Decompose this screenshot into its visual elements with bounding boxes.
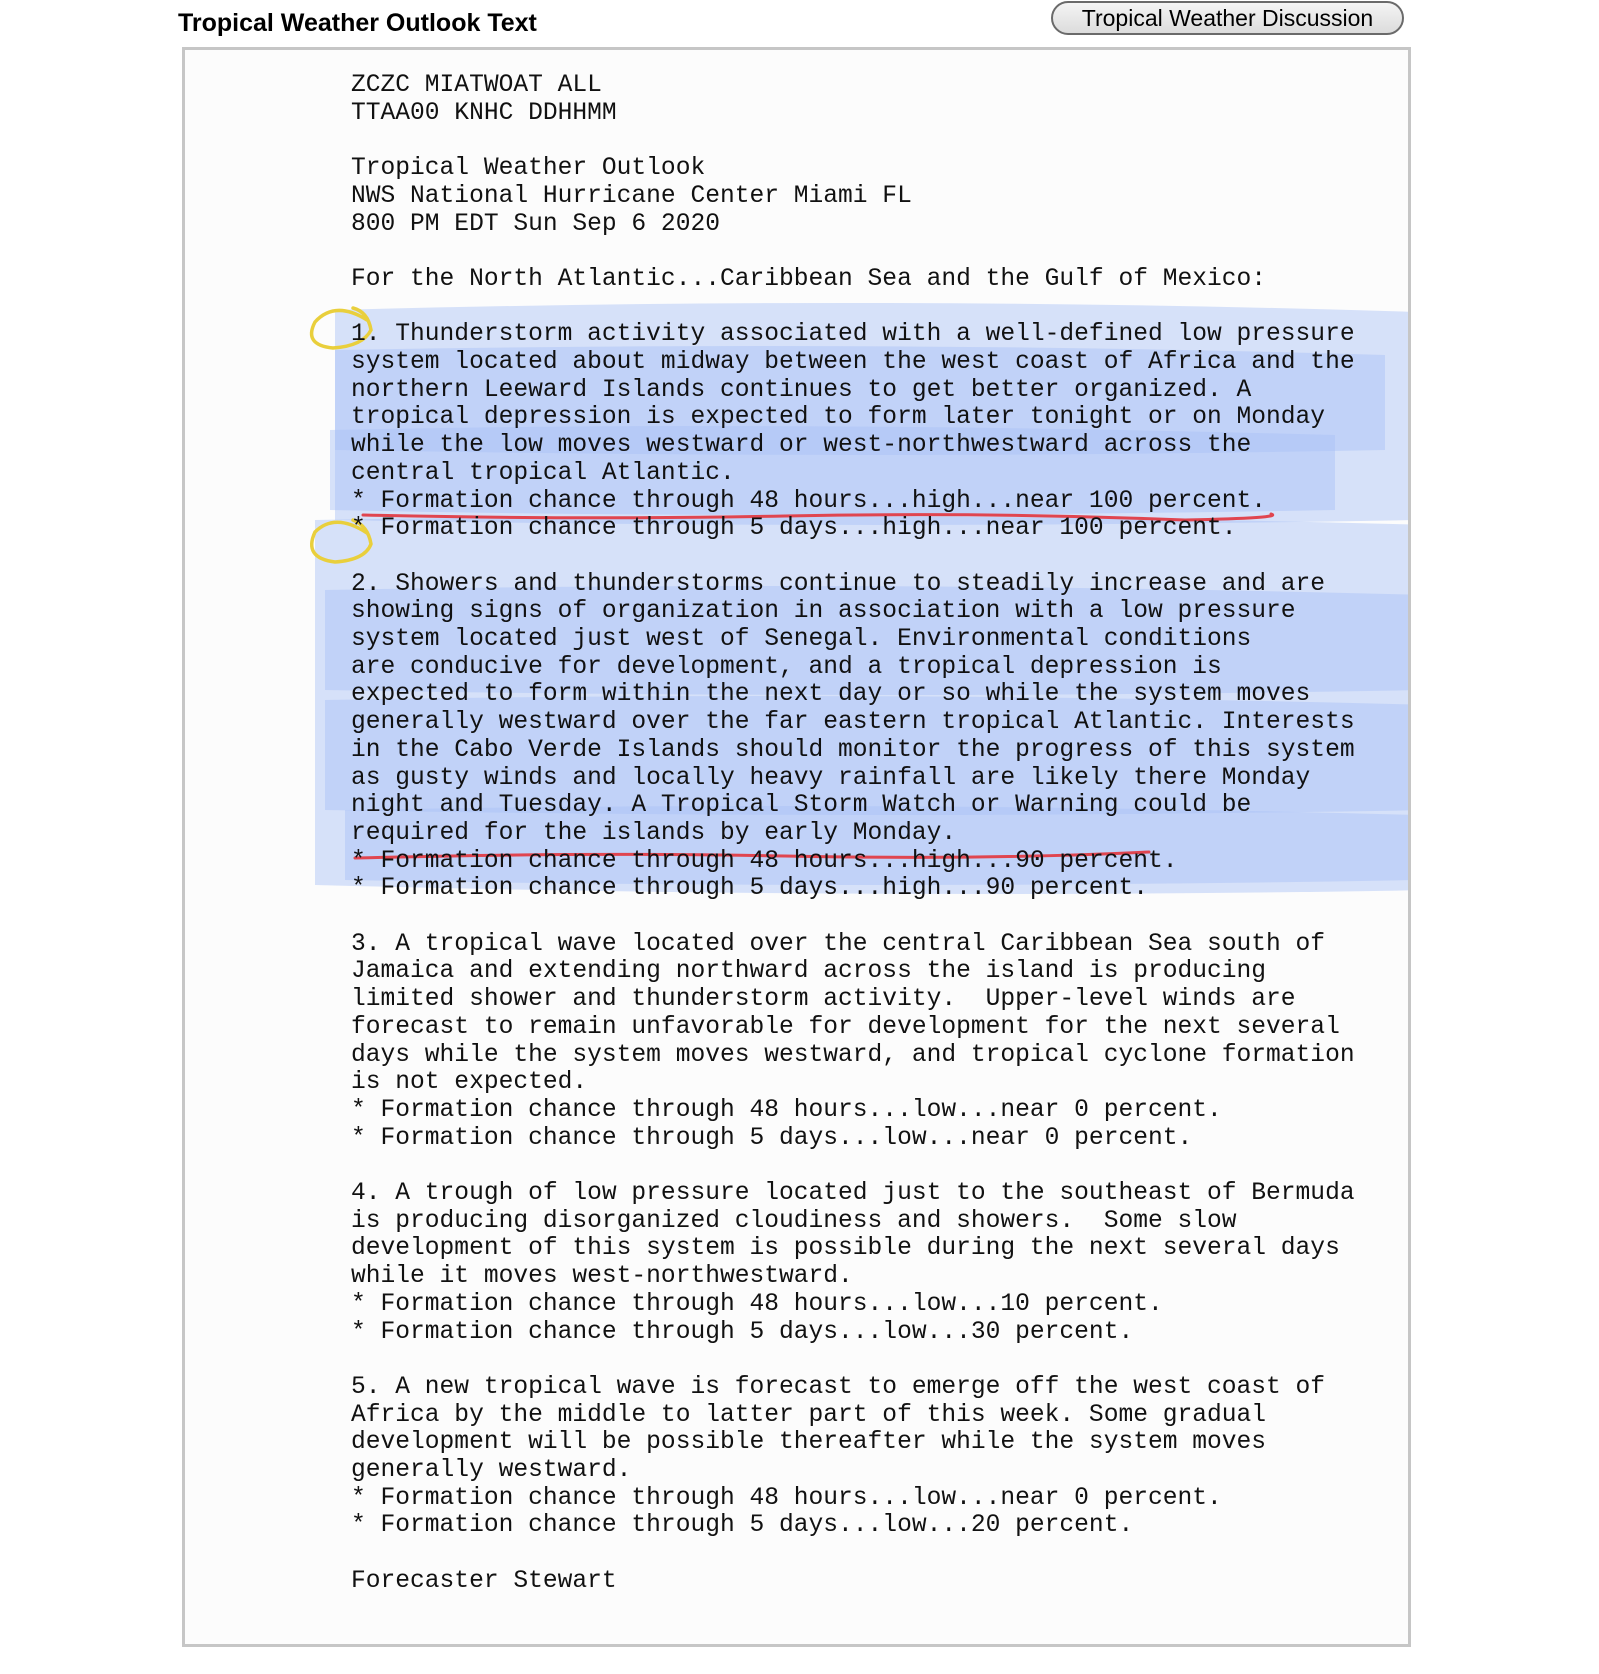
text-line: * Formation chance through 5 days...low...30 percent. [351,1318,1134,1346]
text-line: * Formation chance through 48 hours...low...near 0 percent. [351,1484,1222,1512]
text-line: in the Cabo Verde Islands should monitor the progress of this system [351,736,1355,764]
text-line: limited shower and thunderstorm activity. Upper-level winds are [351,986,1296,1014]
text-line: showing signs of organization in association with a low pressure [351,598,1296,626]
text-line: are conducive for development, and a tropical depression is [351,653,1222,681]
text-line: 3. A tropical wave located over the central Caribbean Sea south of [351,930,1326,958]
text-line [351,903,1355,931]
text-line: central tropical Atlantic. [351,459,735,487]
text-line: * Formation chance through 48 hours...low...near 0 percent. [351,1096,1222,1124]
page-title: Tropical Weather Outlook Text [178,9,537,37]
text-line: Forecaster Stewart [351,1567,617,1595]
text-line: night and Tuesday. A Tropical Storm Watch or Warning could be [351,792,1252,820]
text-line: * Formation chance through 48 hours...low...10 percent. [351,1290,1163,1318]
text-line: as gusty winds and locally heavy rainfall are likely there Monday [351,764,1311,792]
text-line [351,1152,1355,1180]
text-line: while it moves west-northwestward. [351,1263,853,1291]
tropical-weather-discussion-button[interactable]: Tropical Weather Discussion [1051,1,1404,35]
text-line [351,543,1355,571]
text-line: Africa by the middle to latter part of this week. Some gradual [351,1401,1267,1429]
text-line: NWS National Hurricane Center Miami FL [351,182,912,210]
text-line: 5. A new tropical wave is forecast to emerge off the west coast of [351,1373,1326,1401]
text-line: Jamaica and extending northward across the island is producing [351,958,1267,986]
text-line: For the North Atlantic...Caribbean Sea and the Gulf of Mexico: [351,265,1267,293]
outlook-text-box [182,47,1411,1647]
text-line: required for the islands by early Monday. [351,819,957,847]
text-line: system located about midway between the west coast of Africa and the [351,348,1355,376]
text-line: generally westward over the far eastern tropical Atlantic. Interests [351,709,1355,737]
text-line [351,1540,1355,1568]
text-line: * Formation chance through 5 days...low...20 percent. [351,1512,1134,1540]
text-line: Tropical Weather Outlook [351,155,706,183]
text-line: while the low moves westward or west-northwestward across the [351,432,1252,460]
text-line: forecast to remain unfavorable for development for the next several [351,1013,1340,1041]
text-line: TTAA00 KNHC DDHHMM [351,99,617,127]
text-line [351,238,1355,266]
text-line: * Formation chance through 48 hours...high...90 percent. [351,847,1178,875]
text-line: development of this system is possible during the next several days [351,1235,1340,1263]
text-line [351,127,1355,155]
text-line: * Formation chance through 5 days...low...near 0 percent. [351,1124,1193,1152]
text-line: * Formation chance through 48 hours...high...near 100 percent. [351,487,1267,515]
text-line: northern Leeward Islands continues to get better organized. A [351,376,1252,404]
text-line: 2. Showers and thunderstorms continue to steadily increase and are [351,570,1326,598]
text-line: * Formation chance through 5 days...high...90 percent. [351,875,1148,903]
text-line: tropical depression is expected to form later tonight or on Monday [351,404,1326,432]
text-line: is not expected. [351,1069,588,1097]
text-line: 800 PM EDT Sun Sep 6 2020 [351,210,720,238]
text-line: system located just west of Senegal. Environmental conditions [351,626,1252,653]
text-line: expected to form within the next day or so while the system moves [351,681,1311,709]
text-line: is producing disorganized cloudiness and showers. Some slow [351,1207,1237,1235]
text-line: ZCZC MIATWOAT ALL [351,72,602,99]
text-line [351,294,1355,322]
text-line: development will be possible thereafter while the system moves [351,1429,1267,1457]
text-line [351,1346,1355,1374]
text-line: * Formation chance through 5 days...high...near 100 percent. [351,515,1237,543]
text-line: 1. Thunderstorm activity associated with a well-defined low pressure [351,321,1355,349]
text-line: days while the system moves westward, and tropical cyclone formation [351,1041,1355,1069]
text-line: generally westward. [351,1457,632,1485]
text-line: 4. A trough of low pressure located just to the southeast of Bermuda [351,1180,1355,1208]
outlook-product-text [351,72,1355,1596]
